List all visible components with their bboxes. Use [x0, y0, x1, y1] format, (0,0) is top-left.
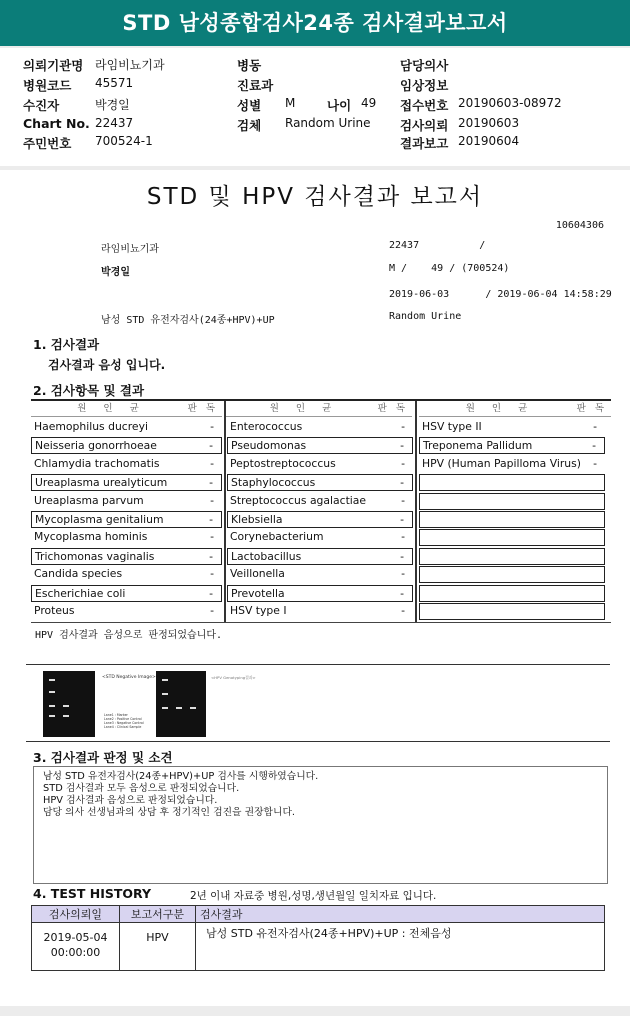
organism-name: Lactobacillus: [231, 549, 302, 563]
report-date-label: 결과보고: [400, 136, 449, 151]
opinion-line: 담당 의사 선생님과의 상담 후 정기적인 검진을 권장합니다.: [43, 807, 296, 818]
gel-band: [49, 679, 55, 681]
col1-header-label: 원 인 균: [77, 403, 146, 414]
result-row: [227, 511, 413, 528]
result-table: [31, 399, 611, 623]
opinion-line: 남성 STD 유전자검사(24종+HPV)+UP 검사를 시행하였습니다.: [43, 771, 319, 782]
result-row: [419, 585, 605, 602]
request-label: 검사의뢰: [400, 118, 449, 133]
institution-label: 의뢰기관명: [23, 58, 84, 73]
result-row: [419, 529, 605, 546]
organism-result: -: [209, 586, 213, 600]
gel-band: [162, 693, 168, 695]
report-date-value: 20190604: [458, 134, 520, 148]
report-sheet: [0, 170, 630, 1006]
organism-result: -: [401, 456, 405, 470]
organism-name: Treponema Pallidum: [423, 439, 533, 453]
gel-band: [162, 679, 168, 681]
organism-name: Pseudomonas: [231, 439, 307, 453]
gel-band: [49, 691, 55, 693]
history-time: 00:00:00: [50, 946, 101, 959]
hospital-code-label: 병원코드: [23, 78, 72, 93]
organism-name: Staphylococcus: [231, 476, 316, 490]
std-gel-caption: <STD Negative Image>: [102, 675, 156, 680]
organism-name: Candida species: [34, 567, 123, 581]
result-row: [31, 603, 222, 620]
receipt-label: 접수번호: [400, 98, 449, 113]
sex-label: 성별: [237, 98, 262, 113]
doctor-label: 담당의사: [400, 58, 449, 73]
history-result: 남성 STD 유전자검사(24종+HPV)+UP : 전체음성: [196, 923, 605, 971]
result-row: [419, 437, 605, 454]
organism-result: -: [400, 513, 404, 526]
organism-result: -: [400, 476, 404, 490]
report-banner-title: STD 남성종합검사24종 검사결과보고서: [0, 0, 630, 46]
gel-legend-line: Lane1 : Marker: [104, 713, 128, 717]
sex-value: M: [285, 96, 296, 110]
clinical-label: 임상정보: [400, 78, 449, 93]
result-row: [227, 474, 413, 491]
organism-name: HPV (Human Papilloma Virus): [422, 456, 581, 470]
col1-header: [31, 401, 222, 417]
report-clinic: 라임비뇨기과: [101, 244, 159, 255]
result-row: [419, 548, 605, 565]
gel-image-hpv: [156, 671, 206, 737]
col3-header: [419, 401, 611, 417]
organism-name: Trichomonas vaginalis: [35, 549, 155, 563]
result-row: [31, 419, 222, 436]
dept-label: 진료과: [237, 78, 274, 93]
gel-legend-line: Lane4 : Clinical Sample: [104, 725, 142, 729]
organism-name: Enterococcus: [230, 420, 303, 433]
organism-name: Corynebacterium: [230, 530, 324, 544]
result-row: [31, 437, 222, 454]
history-col-type: 보고서구분: [120, 906, 196, 923]
organism-result: -: [592, 439, 596, 453]
organism-name: Veillonella: [230, 567, 285, 581]
result-row: [227, 603, 413, 620]
chart-label: Chart No.: [23, 116, 90, 131]
organism-result: -: [210, 604, 214, 617]
result-row: [227, 529, 413, 546]
organism-result: -: [209, 549, 213, 563]
gel-image-std: [43, 671, 95, 737]
col2-header: [226, 401, 412, 417]
organism-result: -: [210, 420, 214, 433]
hospital-code-value: 45571: [95, 76, 134, 90]
organism-result: -: [400, 586, 404, 600]
result-row: [227, 456, 413, 473]
gel-image-area: [26, 664, 610, 742]
history-date: 2019-05-04: [43, 931, 108, 944]
organism-name: Mycoplasma genitalium: [35, 513, 164, 526]
result-row: [227, 548, 413, 565]
result-row: [227, 585, 413, 602]
organism-result: -: [210, 567, 214, 581]
gel-band: [63, 715, 69, 717]
organism-result: -: [209, 439, 213, 453]
report-patient: 박경일: [101, 267, 130, 278]
report-chart: 22437 /: [389, 240, 486, 251]
age-label: 나이: [327, 98, 352, 113]
specimen-value: Random Urine: [285, 116, 371, 130]
organism-name: Chlamydia trachomatis: [34, 456, 160, 470]
history-date-cell: [32, 923, 120, 971]
history-note: 2년 이내 자료중 병원,성명,생년월일 일치자료 입니다.: [190, 890, 437, 902]
report-test-name: 남성 STD 유전자검사(24종+HPV)+UP: [101, 315, 275, 326]
result-row: [227, 566, 413, 583]
organism-name: Streptococcus agalactiae: [230, 493, 367, 507]
organism-name: Mycoplasma hominis: [34, 530, 148, 544]
col3-verdict-label: 판 독: [576, 403, 607, 414]
organism-result: -: [210, 530, 214, 544]
organism-result: -: [400, 549, 404, 563]
history-row: [32, 923, 605, 971]
table-divider-2: [415, 401, 417, 622]
report-dates: 2019-06-03 / 2019-06-04 14:58:29: [389, 289, 612, 300]
history-col-date: 검사의뢰일: [32, 906, 120, 923]
organism-name: Prevotella: [231, 586, 285, 600]
organism-result: -: [400, 439, 404, 453]
gel-band: [190, 707, 196, 709]
result-row: [227, 437, 413, 454]
patient-header: [0, 48, 630, 166]
organism-result: -: [401, 604, 405, 617]
section3-title: 3. 검사결과 판정 및 소견: [33, 750, 173, 765]
organism-result: -: [401, 530, 405, 544]
result-row: [31, 566, 222, 583]
col2-header-label: 원 인 균: [269, 403, 339, 414]
patient-label: 수진자: [23, 98, 60, 113]
result-row: [31, 474, 222, 491]
organism-result: -: [593, 456, 597, 470]
organism-name: Klebsiella: [231, 513, 283, 526]
organism-name: Ureaplasma urealyticum: [35, 476, 168, 490]
hpv-note: HPV 검사결과 음성으로 판정되었습니다.: [35, 630, 223, 641]
organism-name: Peptostreptococcus: [230, 456, 336, 470]
result-row: [419, 419, 605, 436]
report-sex-age: M / 49 / (700524): [389, 263, 510, 274]
result-row: [227, 493, 413, 510]
result-row: [31, 548, 222, 565]
result-row: [31, 493, 222, 510]
opinion-line: HPV 검사결과 음성으로 판정되었습니다.: [43, 795, 218, 806]
gel-band: [176, 707, 182, 709]
history-col-result: 검사결과: [196, 906, 605, 923]
organism-result: -: [401, 567, 405, 581]
history-type: HPV: [120, 923, 196, 971]
result-row: [419, 474, 605, 491]
hpv-gel-caption: <HPV Genotyping결과>: [211, 675, 256, 680]
chart-value: 22437: [95, 116, 134, 130]
institution-value: 라임비뇨기과: [95, 58, 165, 72]
col1-verdict-label: 판 독: [187, 403, 218, 414]
gel-legend-line: Lane2 : Positive Control: [104, 717, 142, 721]
opinion-line: STD 검사결과 모두 음성으로 판정되었습니다.: [43, 783, 240, 794]
opinion-box: [33, 766, 608, 884]
result-row: [419, 511, 605, 528]
table-divider-1: [224, 401, 226, 622]
result-row: [31, 529, 222, 546]
history-table: [31, 905, 605, 971]
id-value: 700524-1: [95, 134, 153, 148]
section1-title: 1. 검사결과: [33, 337, 100, 352]
section1-summary: 검사결과 음성 입니다.: [48, 358, 166, 372]
result-row: [227, 419, 413, 436]
result-row: [419, 493, 605, 510]
report-specimen: Random Urine: [389, 311, 462, 322]
section2-title: 2. 검사항목 및 결과: [33, 383, 145, 398]
organism-name: Ureaplasma parvum: [34, 493, 144, 507]
specimen-label: 검체: [237, 118, 262, 133]
result-row: [419, 603, 605, 620]
result-row: [419, 456, 605, 473]
gel-legend-line: Lane3 : Negative Control: [104, 721, 144, 725]
report-title: STD 및 HPV 검사결과 보고서: [146, 184, 484, 210]
organism-result: -: [210, 493, 214, 507]
organism-result: -: [401, 420, 405, 433]
gel-band: [49, 715, 55, 717]
organism-result: -: [593, 420, 597, 433]
gel-band: [63, 705, 69, 707]
gel-band: [49, 705, 55, 707]
result-row: [31, 585, 222, 602]
result-row: [31, 456, 222, 473]
col2-verdict-label: 판 독: [377, 403, 408, 414]
organism-name: HSV type I: [230, 604, 287, 617]
request-value: 20190603: [458, 116, 520, 130]
organism-name: Proteus: [34, 604, 75, 617]
section4-title: 4. TEST HISTORY: [33, 886, 152, 901]
history-header-row: [32, 906, 605, 923]
receipt-value: 20190603-08972: [458, 96, 562, 110]
organism-result: -: [401, 493, 405, 507]
organism-name: HSV type II: [422, 420, 482, 433]
id-label: 주민번호: [23, 136, 72, 151]
age-value: 49: [361, 96, 377, 110]
organism-name: Neisseria gonorrhoeae: [35, 439, 157, 453]
result-row: [31, 511, 222, 528]
gel-legend: [104, 713, 144, 729]
patient-value: 박경일: [95, 98, 130, 112]
organism-name: Escherichiae coli: [35, 586, 126, 600]
organism-result: -: [209, 513, 213, 526]
col3-header-label: 원 인 균: [465, 403, 535, 414]
ward-label: 병동: [237, 58, 262, 73]
organism-result: -: [209, 476, 213, 490]
organism-result: -: [210, 456, 214, 470]
organism-name: Haemophilus ducreyi: [34, 420, 148, 433]
doc-number: 10604306: [555, 220, 604, 231]
gel-band: [162, 707, 168, 709]
result-row: [419, 566, 605, 583]
